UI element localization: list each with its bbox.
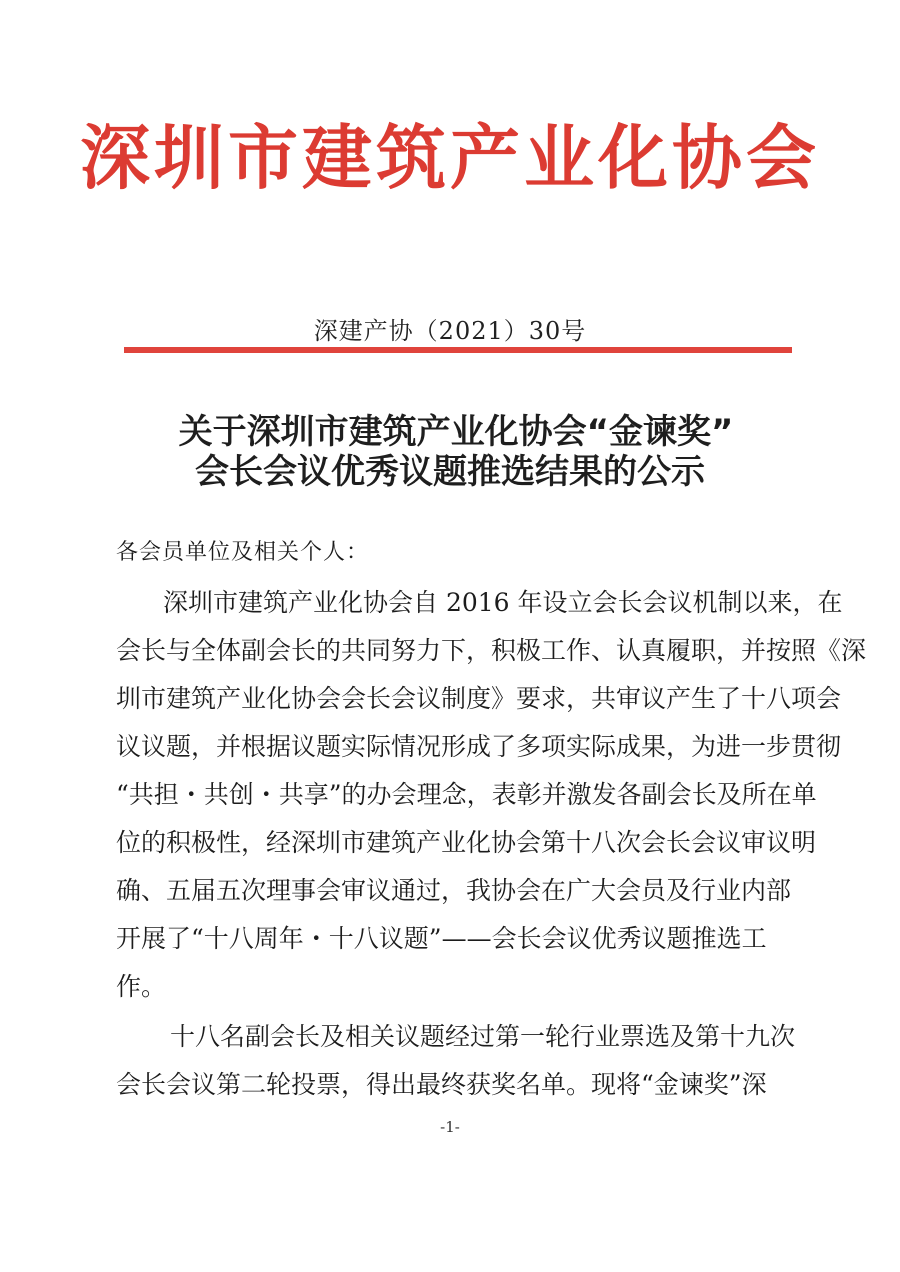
organization-letterhead: 深圳市建筑产业化协会: [80, 117, 820, 199]
body-line: 圳市建筑产业化协会会长会议制度》要求，共审议产生了十八项会: [116, 684, 842, 713]
body-line: 位的积极性，经深圳市建筑产业化协会第十八次会长会议审议明: [116, 828, 817, 857]
body-line: “共担・共创・共享”的办会理念，表彰并激发各副会长及所在单: [116, 780, 817, 809]
body-line: 开展了“十八周年・十八议题”——会长会议优秀议题推选工: [116, 924, 767, 953]
page-number: -1-: [440, 1118, 460, 1136]
document-title-line-2: 会长会议优秀议题推选结果的公示: [195, 452, 705, 492]
body-line: 深圳市建筑产业化协会自 2016 年设立会长会议机制以来，在: [163, 588, 843, 617]
document-title-line-1: 关于深圳市建筑产业化协会“金谏奖”: [178, 412, 734, 452]
body-line: 会长与全体副会长的共同努力下，积极工作、认真履职，并按照《深: [116, 636, 867, 665]
body-line: 会长会议第二轮投票，得出最终获奖名单。现将“金谏奖”深: [116, 1070, 767, 1099]
red-divider-rule: [124, 347, 792, 353]
body-line: 作。: [116, 972, 167, 1001]
salutation: 各会员单位及相关个人：: [116, 540, 370, 565]
document-number: 深建产协（2021）30号: [313, 317, 587, 345]
body-line: 十八名副会长及相关议题经过第一轮行业票选及第十九次: [170, 1022, 796, 1051]
body-line: 确、五届五次理事会审议通过，我协会在广大会员及行业内部: [116, 876, 792, 905]
body-line: 议议题，并根据议题实际情况形成了多项实际成果，为进一步贯彻: [116, 732, 842, 761]
